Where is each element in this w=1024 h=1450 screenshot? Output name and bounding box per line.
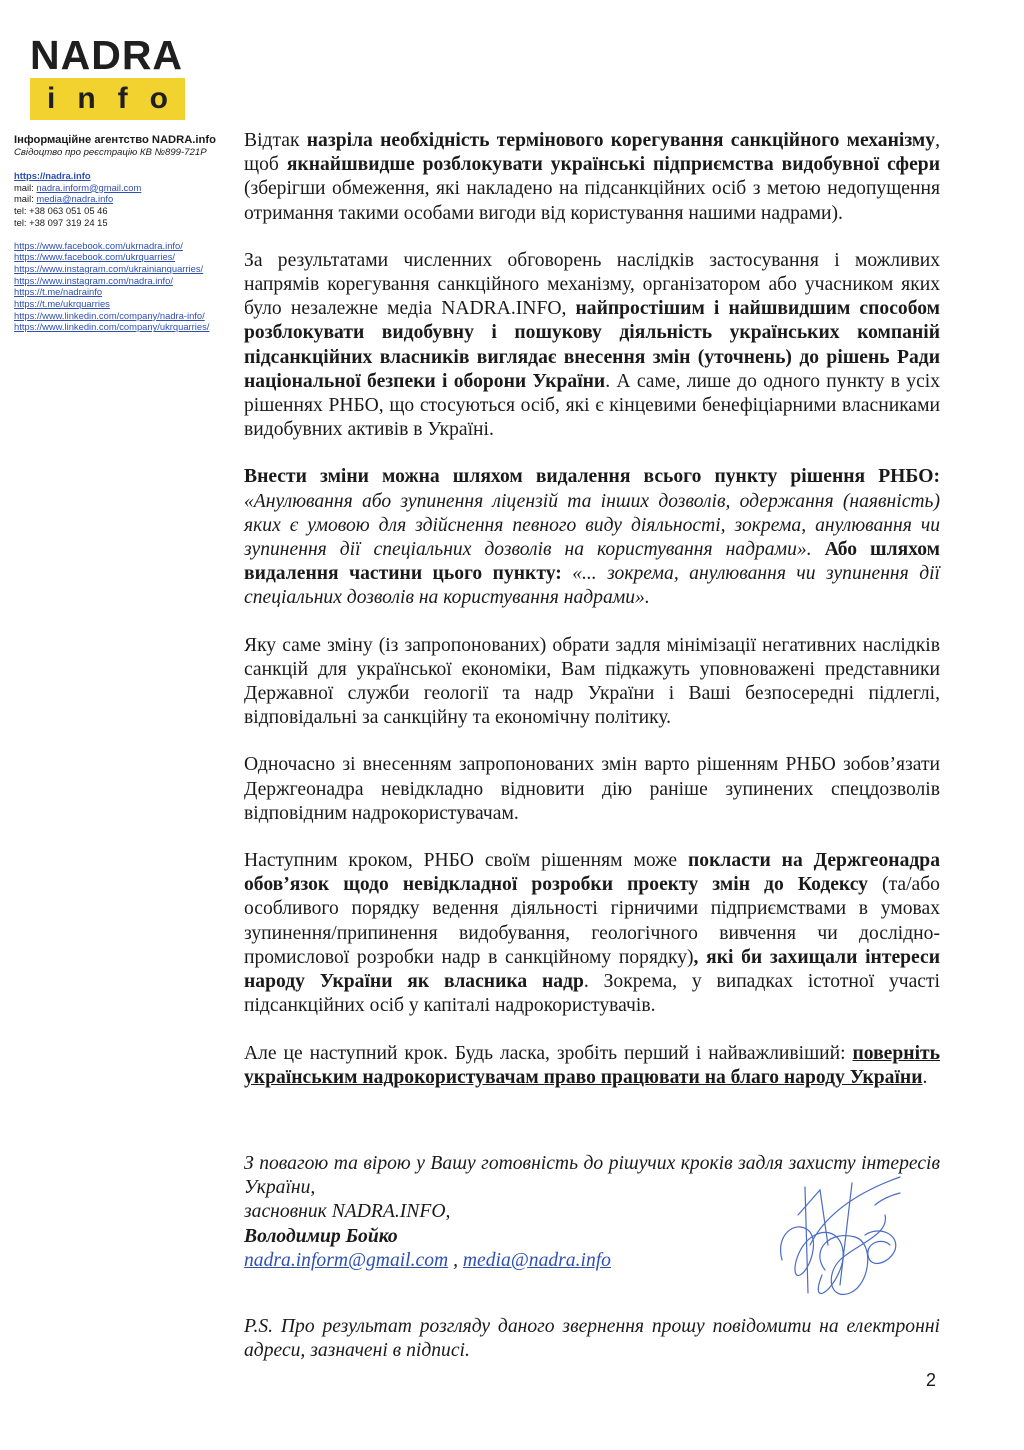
page-number: 2 (926, 1370, 937, 1390)
signer-email-link[interactable]: media@nadra.info (462, 1249, 611, 1271)
facebook-link[interactable]: https://www.facebook.com/ukrnadra.info/ (14, 239, 183, 251)
email-link[interactable]: media@nadra.info (36, 193, 114, 205)
paragraph-6: Наступним кроком, РНБО своїм рішенням може покласти на Держгеонадра обов’язок щодо невідкладної розробки проекту змін до Кодексу (та/або особливого порядку ведення діяльності гірничими підприємствами в умовах зупинення/припинення видобування, геологічного вивчення чи дослідно-промислової розробки надр в санкційному порядку), які би захищали інтереси народу України як власника надр. Зокрема, у випадках істотної участі підсанкційних осіб у капіталі надрокористувачів. (244, 850, 940, 1017)
mail-label: mail: (14, 181, 37, 193)
telegram-link[interactable]: https://t.me/nadrainfo (14, 286, 103, 298)
paragraph-3: Внести зміни можна шляхом видалення всього пункту рішення РНБО: «Анулювання або зупинення ліцензій та інших дозволів, одержання (наявність) яких є умовою для здійснення певного виду діяльності, зокрема, анулювання чи зупинення дії спеціальних дозволів на користування надрами». Або шляхом видалення частини цього пункту: «... зокрема, анулювання чи зупинення дії спеціальних дозволів на користування надрами». (244, 466, 940, 609)
telegram-link[interactable]: https://t.me/ukrquarries (14, 298, 110, 310)
instagram-link[interactable]: https://www.instagram.com/nadra.info/ (14, 274, 173, 286)
facebook-link[interactable]: https://www.facebook.com/ukrquarries/ (14, 251, 176, 263)
paragraph-4: Яку саме зміну (із запропонованих) обрати задля мінімізації негативних наслідків санкцій для української економіки, Вам підкажуть уповноважені представники Державної служби геології та надр України і Ваші безпосередні підлеглі, відповідальні за санкційну та економічну політику. (244, 634, 940, 729)
paragraph-5: Одночасно зі внесенням запропонованих змін варто рішенням РНБО зобов’язати Держгеонадра невідкладно відновити дію раніше зупинених спецдозволів відповідним надрокористувачам. (244, 754, 940, 824)
linkedin-link[interactable]: https://www.linkedin.com/company/nadra-info/ (14, 309, 205, 321)
paragraph-1: Відтак назріла необхідність термінового корегування санкційного механізму, щоб якнайшвидше розблокувати українські підприємства видобувної сфери (зберігши обмеження, які накладено на підсанкційних осіб з метою недопущення отримання такими особами вигоди від користування нашими надрами). (244, 130, 940, 224)
logo-info-bar (30, 78, 185, 120)
logo-letter: o (149, 82, 168, 115)
logo-letter: f (117, 82, 128, 115)
key-request: поверніть українським надрокористувачам право працювати на благо народу України (244, 1042, 940, 1088)
mail-label: mail: (14, 193, 37, 205)
instagram-link[interactable]: https://www.instagram.com/ukrainianquarries/ (14, 262, 204, 274)
nadra-info-logo (30, 32, 185, 120)
paragraph-2: За результатами численних обговорень наслідків застосування і можливих напрямів корегування санкційного механізму, організатором або учасником яких було незалежне медіа NADRA.INFO, найпростішим і найшвидшим способом розблокувати видобувну і пошукову діяльність українських компаній підсанкційних власників виглядає внесення змін (уточнень) до рішень Ради національної безпеки і оборони України. А саме, лише до одного пункту в усіх рішеннях РНБО, що стосуються осіб, які є кінцевими бенефіціарними власниками видобувних активів в Україні. (244, 249, 941, 441)
signer-name: Володимир Бойко (244, 1225, 398, 1247)
phone-number: tel: +38 063 051 05 46 (14, 205, 108, 217)
sidebar-contacts (14, 134, 244, 333)
letter-body (244, 129, 940, 1113)
website-link[interactable]: https://nadra.info (14, 170, 91, 181)
registration-certificate: Свідоцтво про реєстрацію КВ №899-721Р (14, 147, 207, 158)
phone-number: tel: +38 097 319 24 15 (14, 216, 108, 228)
logo-wordmark: NADRA (30, 32, 184, 78)
signoff: З повагою та вірою у Вашу готовність до рішучих кроків задля захисту інтересів України, засновник NADRA.INFO, Володимир Бойко nadra.inform@gmail.com , media@nadra.info (244, 1153, 940, 1271)
handwritten-signature (770, 1175, 910, 1305)
logo-letter: n (77, 82, 96, 115)
linkedin-link[interactable]: https://www.linkedin.com/company/ukrquarries/ (14, 321, 210, 333)
paragraph-7: Але це наступний крок. Будь ласка, зробіть перший і найважливіший: поверніть українським надрокористувачам право працювати на благо народу України. (244, 1042, 940, 1088)
closing-line: З повагою та вірою у Вашу готовність до рішучих кроків задля захисту інтересів України, (244, 1153, 940, 1199)
signer-email-link[interactable]: nadra.inform@gmail.com (244, 1249, 449, 1271)
organization-name: Інформаційне агентство NADRA.info (14, 134, 216, 146)
logo-letter: i (47, 82, 56, 115)
postscript: P.S. Про результат розгляду даного звернення прошу повідомити на електронні адреси, зазначені в підписі. (244, 1316, 940, 1362)
signer-role: засновник NADRA.INFO, (244, 1201, 451, 1223)
email-link[interactable]: nadra.inform@gmail.com (36, 181, 142, 193)
